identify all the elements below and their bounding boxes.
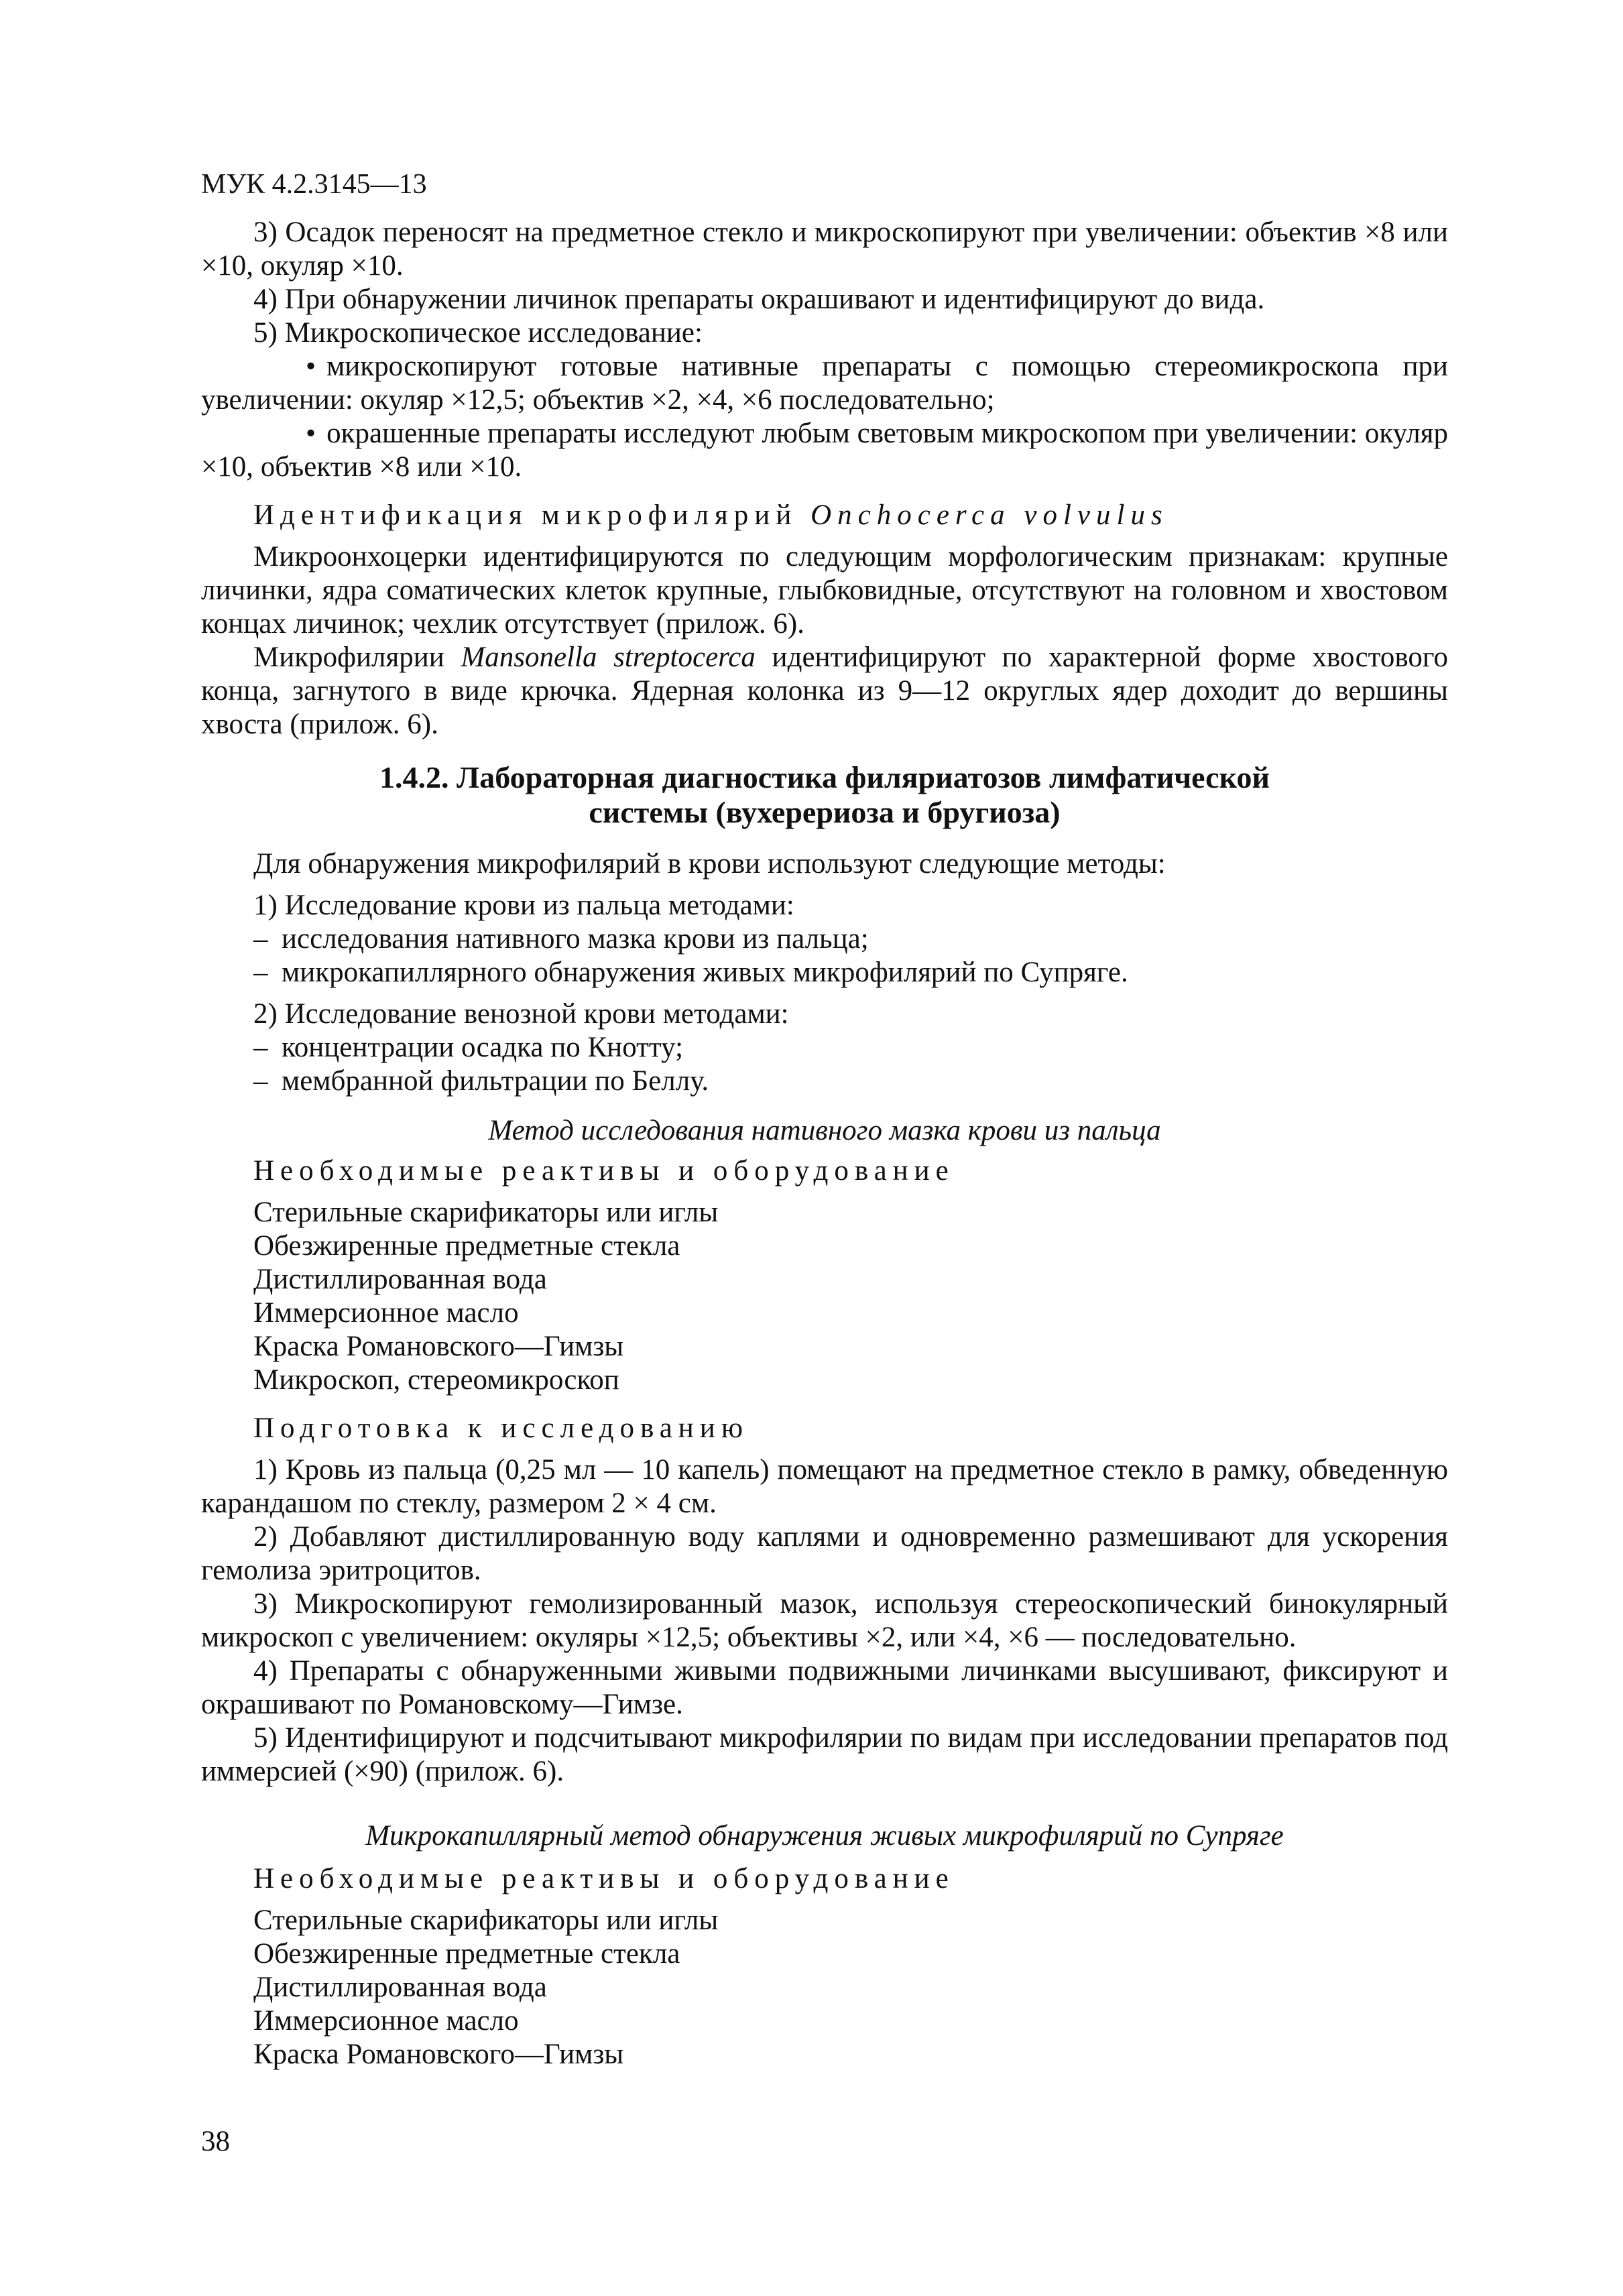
list-item: Обезжиренные предметные стекла <box>253 1938 680 1970</box>
list-item: – исследования нативного мазка крови из пальца; <box>253 923 869 955</box>
method-1-prep-heading: Подготовка к исследованию <box>253 1412 749 1444</box>
method-2-reagents-list <box>201 1904 1448 2071</box>
list-item: Краска Романовского—Гимзы <box>253 2039 624 2070</box>
paragraph-step-5: 5) Микроскопическое исследование: <box>253 317 703 349</box>
prep-step: 1) Кровь из пальца (0,25 мл — 10 капель) помещают на предметное стекло в рамку, обведенную карандашом по стеклу, размером 2 × 4 см. <box>201 1454 1448 1519</box>
method-2-title: Микрокапиллярный метод обнаружения живых микрофилярий по Супряге <box>365 1820 1284 1852</box>
method-1-title: Метод исследования нативного мазка крови из пальца <box>488 1115 1161 1146</box>
method-group-2-title: 2) Исследование венозной крови методами: <box>253 998 789 1030</box>
identification-heading-species: Onchocerca volvulus <box>810 499 1168 531</box>
species-name: Mansonella streptocerca <box>461 642 756 673</box>
dash-icon: – <box>253 1065 268 1097</box>
paragraph-step-3: 3) Осадок переносят на предметное стекло и микроскопируют при увеличении: объектив ×8 или ×10, окуляр ×10. <box>201 217 1448 282</box>
prep-step: 5) Идентифицируют и подсчитывают микрофилярии по видам при исследовании препаратов под иммерсией (×90) (прилож. 6). <box>201 1722 1448 1787</box>
dash-icon: – <box>253 1032 268 1063</box>
paragraph-step-4: 4) При обнаружении личинок препараты окрашивают и идентифицируют до вида. <box>253 284 1265 315</box>
page-number: 38 <box>201 2126 230 2157</box>
identification-paragraph-1: Микроонхоцерки идентифицируются по следующим морфологическим признакам: крупные личинки, ядра соматических клеток крупные, глыбковидные, отсутствуют на головном и хвостовом концах личинок; чехлик отсутствует (прилож. 6). <box>201 541 1448 640</box>
list-item: Дистиллированная вода <box>253 1972 547 2003</box>
method-group-1-title: 1) Исследование крови из пальца методами: <box>253 890 794 921</box>
identification-heading <box>201 499 1448 532</box>
list-item: Стерильные скарификаторы или иглы <box>253 1905 719 1936</box>
list-item: Краска Романовского—Гимзы <box>253 1331 624 1362</box>
section-title: 1.4.2. Лабораторная диагностика филяриатозов лимфатической системы (вухерериоза и бругиоза) <box>379 760 1270 829</box>
document-page <box>201 168 1448 2071</box>
list-item: Обезжиренные предметные стекла <box>253 1230 680 1262</box>
bullet-text: окрашенные препараты исследуют любым световым микроскопом при увеличении: окуляр ×10, объектив ×8 или ×10. <box>201 418 1448 483</box>
method-group-1-list <box>201 922 1448 989</box>
bullet-icon: • <box>306 418 316 449</box>
bullet-text: микроскопируют готовые нативные препараты с помощью стереомикроскопа при увеличении: окуляр ×12,5; объектив ×2, ×4, ×6 последовательно; <box>201 351 1448 416</box>
prep-step: 4) Препараты с обнаруженными живыми подвижными личинками высушивают, фиксируют и окрашивают по Романовскому—Гимзе. <box>201 1655 1448 1720</box>
bullet-item <box>201 350 1448 417</box>
method-1-reagents-heading: Необходимые реактивы и оборудование <box>253 1155 955 1187</box>
bullet-icon: • <box>306 351 316 382</box>
list-item: – мембранной фильтрации по Беллу. <box>253 1065 709 1097</box>
list-item: Иммерсионное масло <box>253 2005 519 2037</box>
method-1-reagents-list <box>201 1196 1448 1397</box>
document-header: МУК 4.2.3145—13 <box>201 169 427 200</box>
prep-step: 2) Добавляют дистиллированную воду каплями и одновременно размешивают для ускорения гемолиза эритроцитов. <box>201 1521 1448 1586</box>
list-item: – микрокапиллярного обнаружения живых микрофилярий по Супряге. <box>253 957 1128 988</box>
bullet-item <box>201 417 1448 484</box>
identification-paragraph-2: Микрофилярии Mansonella streptocerca идентифицируют по характерной форме хвостового конца, загнутого в виде крючка. Ядерная колонка из 9—12 округлых ядер доходит до вершины хвоста (прилож. 6). <box>201 642 1448 740</box>
list-item: Дистиллированная вода <box>253 1264 547 1295</box>
prep-step: 3) Микроскопируют гемолизированный мазок, используя стереоскопический бинокулярный микроскоп с увеличением: окуляры ×12,5; объективы ×2, или ×4, ×6 — последовательно. <box>201 1588 1448 1653</box>
list-item: Иммерсионное масло <box>253 1297 519 1329</box>
identification-heading-text: Идентификация микрофилярий <box>253 499 811 531</box>
method-group-2-list <box>201 1031 1448 1098</box>
dash-icon: – <box>253 923 268 955</box>
list-item: – концентрации осадка по Кнотту; <box>253 1032 684 1063</box>
list-item: Стерильные скарификаторы или иглы <box>253 1197 719 1228</box>
list-item: Микроскоп, стереомикроскоп <box>253 1364 619 1396</box>
section-intro: Для обнаружения микрофилярий в крови используют следующие методы: <box>253 848 1166 880</box>
dash-icon: – <box>253 957 268 988</box>
method-2-reagents-heading: Необходимые реактивы и оборудование <box>253 1863 955 1894</box>
